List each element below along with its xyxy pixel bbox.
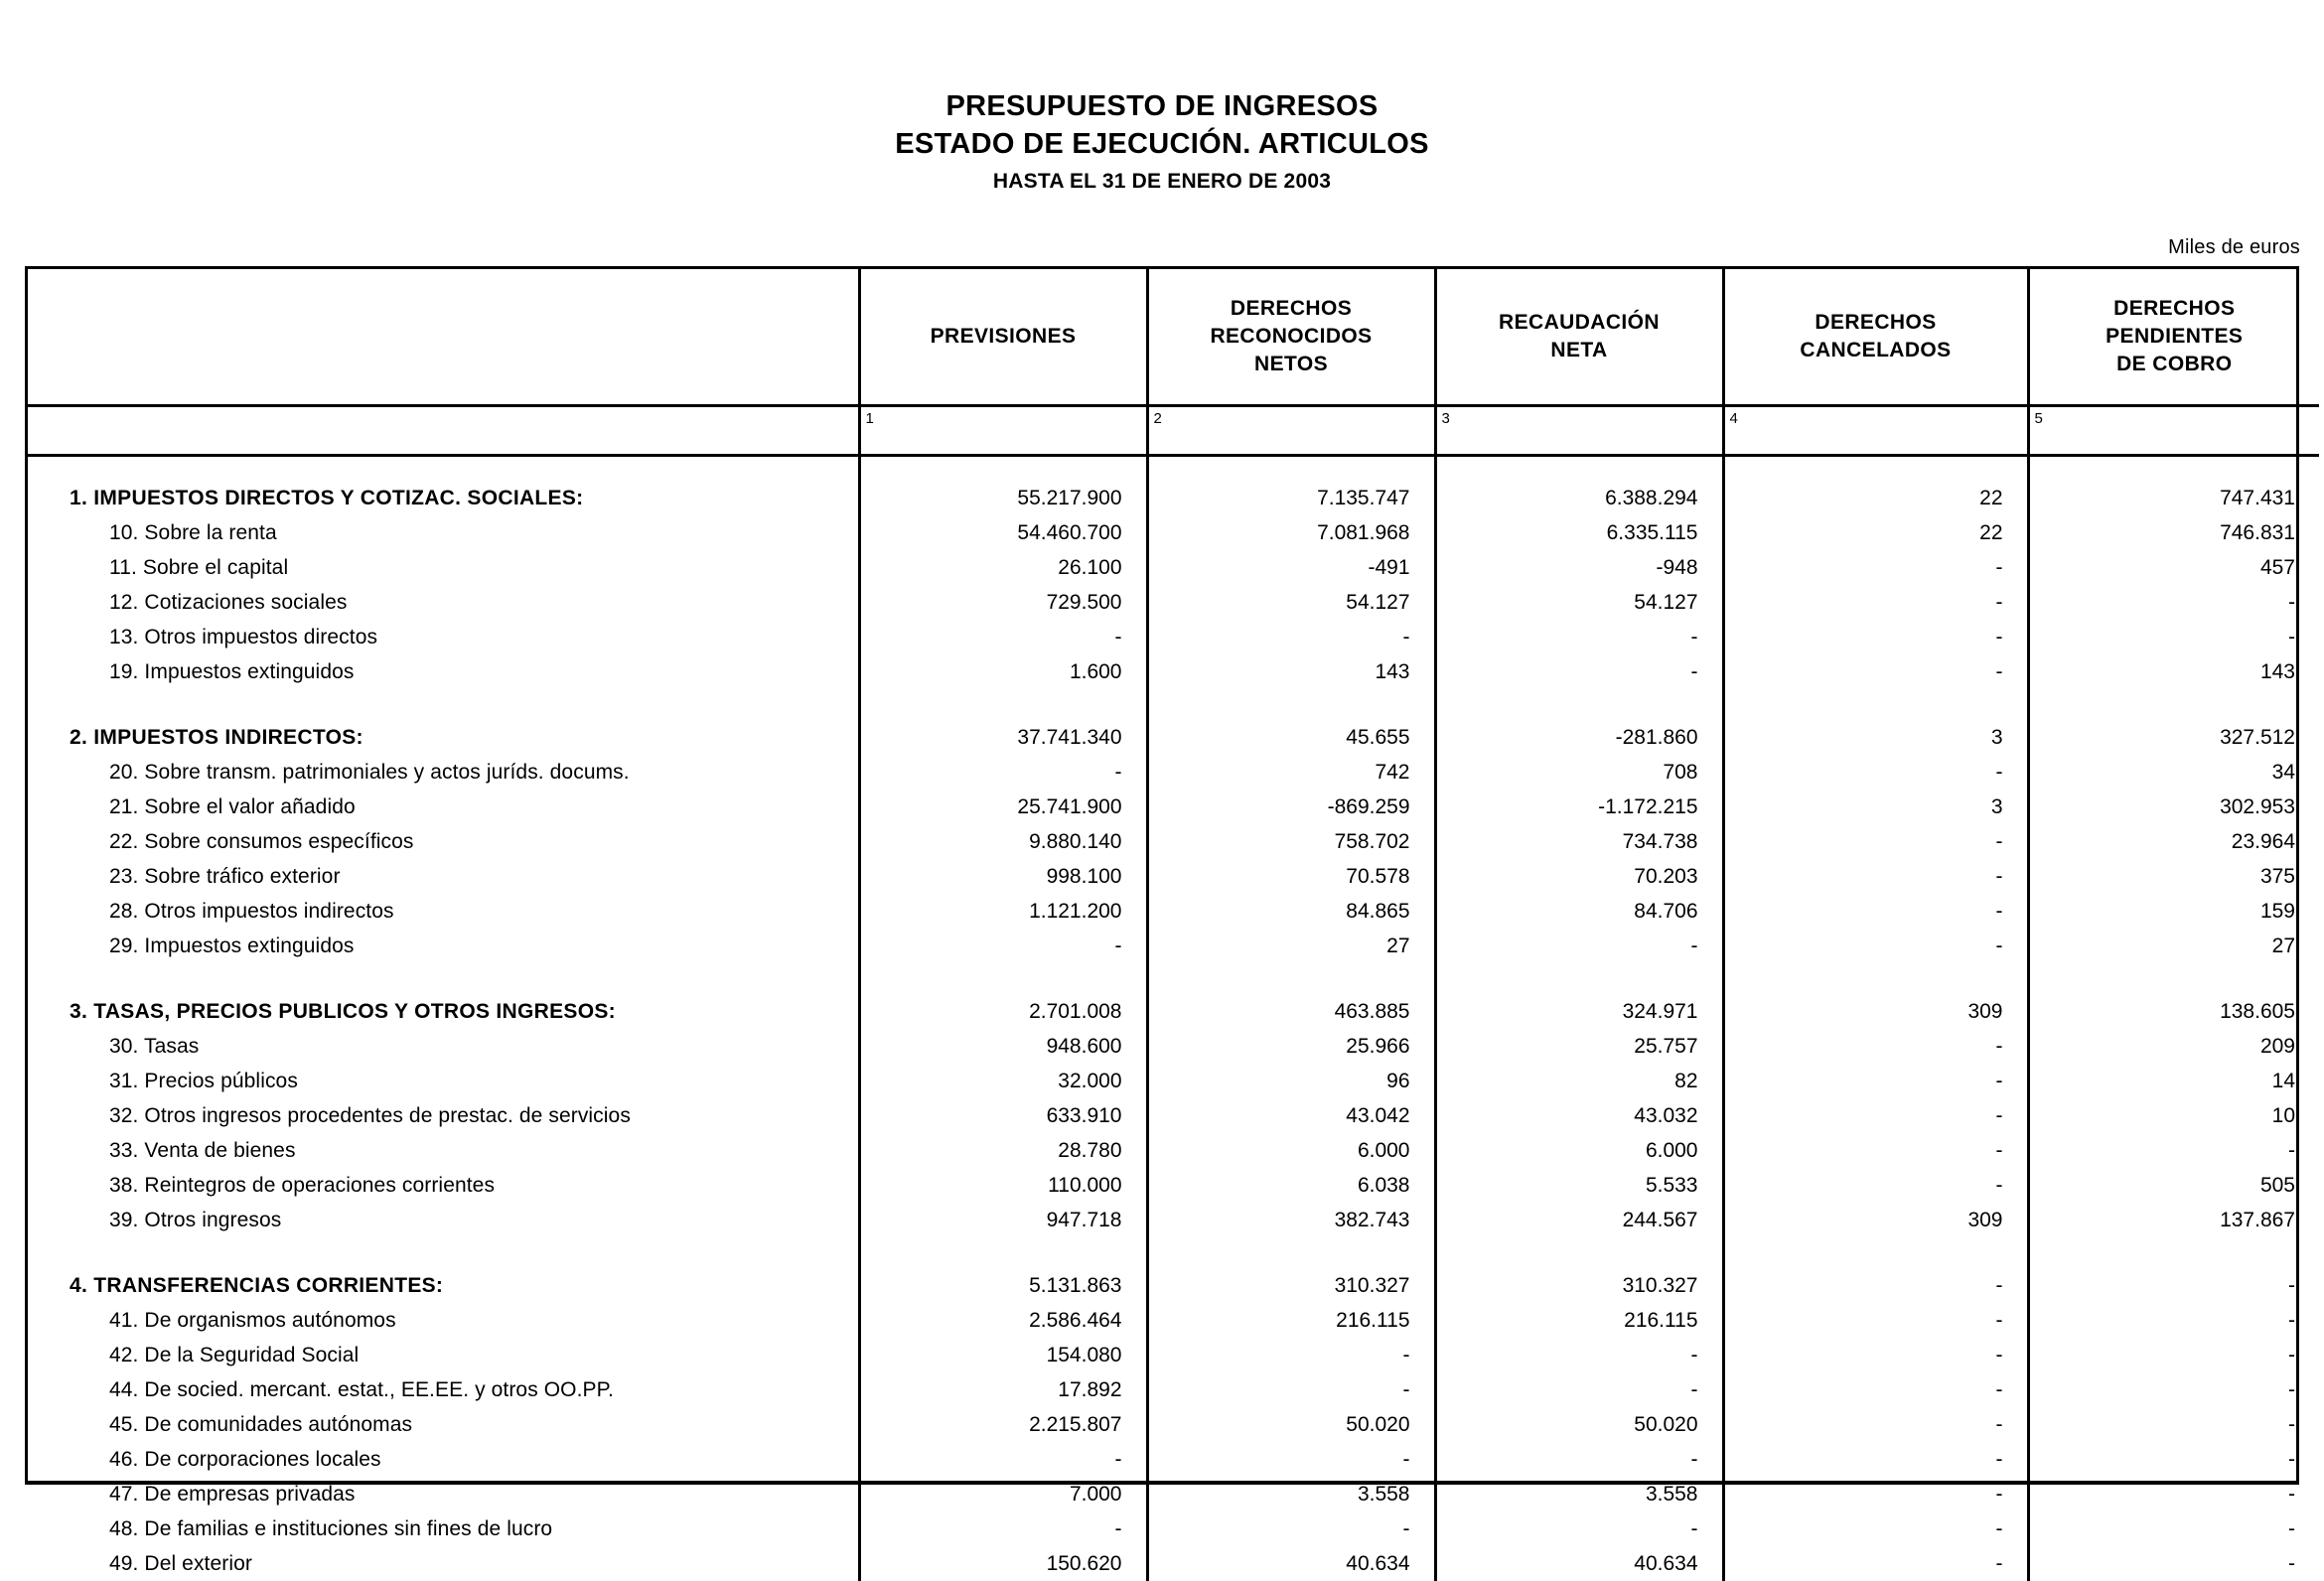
- cell-recaudacion_neta: 43.032: [1435, 1098, 1723, 1133]
- cell-derechos_cancelados: -: [1723, 1303, 2028, 1338]
- cell-derechos_cancelados: -: [1723, 755, 2028, 790]
- cell-previsiones: 5.131.863: [859, 1268, 1147, 1303]
- header-cell-5: [2028, 269, 2319, 405]
- header-label-line: DERECHOS: [1815, 310, 1937, 334]
- table-top-padding: [28, 455, 2319, 481]
- article-label: 44. De socied. mercant. estat., EE.EE. y otros OO.PP.: [109, 1377, 614, 1401]
- cell-derechos_cancelados: -: [1723, 1546, 2028, 1581]
- table-row: [28, 1442, 2319, 1477]
- article-label: 10. Sobre la renta: [109, 520, 277, 544]
- cell-derechos_cancelados: -: [1723, 929, 2028, 963]
- cell-derechos_cancelados: -: [1723, 550, 2028, 585]
- article-label: 29. Impuestos extinguidos: [109, 934, 355, 957]
- cell-previsiones: 948.600: [859, 1029, 1147, 1064]
- article-label: 31. Precios públicos: [109, 1069, 298, 1092]
- table-row: [28, 654, 2319, 689]
- cell-derechos_reconocidos_netos: 45.655: [1147, 720, 1435, 755]
- cell-derechos_pendientes_cobro: 143: [2028, 654, 2319, 689]
- table-row: [28, 1098, 2319, 1133]
- cell-derechos_reconocidos_netos: -: [1147, 1511, 1435, 1546]
- cell-derechos_reconocidos_netos: 6.038: [1147, 1168, 1435, 1203]
- cell-previsiones: -: [859, 620, 1147, 654]
- section-label: 3. TASAS, PRECIOS PUBLICOS Y OTROS INGRESOS:: [70, 999, 616, 1023]
- spacer-cell: [2028, 689, 2319, 720]
- page-period: HASTA EL 31 DE ENERO DE 2003: [992, 169, 1332, 193]
- cell-derechos_cancelados: 3: [1723, 720, 2028, 755]
- spacer-cell: [859, 455, 1147, 481]
- table-section-header-row: [28, 481, 2319, 515]
- column-number-blank: [28, 405, 859, 455]
- cell-derechos_pendientes_cobro: 747.431: [2028, 481, 2319, 515]
- article-label: 30. Tasas: [109, 1034, 200, 1058]
- cell-recaudacion_neta: 3.558: [1435, 1477, 1723, 1511]
- cell-previsiones: 54.460.700: [859, 515, 1147, 550]
- cell-derechos_pendientes_cobro: -: [2028, 1303, 2319, 1338]
- article-label: 41. De organismos autónomos: [109, 1308, 396, 1332]
- cell-recaudacion_neta: 324.971: [1435, 994, 1723, 1029]
- cell-derechos_pendientes_cobro: 327.512: [2028, 720, 2319, 755]
- cell-derechos_cancelados: -: [1723, 1029, 2028, 1064]
- article-label: 45. De comunidades autónomas: [109, 1412, 413, 1436]
- article-label: 21. Sobre el valor añadido: [109, 794, 356, 818]
- spacer-cell: [28, 455, 859, 481]
- article-label: 20. Sobre transm. patrimoniales y actos juríds. docums.: [109, 760, 630, 784]
- cell-derechos_reconocidos_netos: 7.135.747: [1147, 481, 1435, 515]
- cell-recaudacion_neta: -281.860: [1435, 720, 1723, 755]
- column-number-2: 2: [1147, 405, 1435, 455]
- cell-previsiones: 633.910: [859, 1098, 1147, 1133]
- cell-previsiones: 26.100: [859, 550, 1147, 585]
- table-section-header-row: [28, 720, 2319, 755]
- cell-derechos_cancelados: 22: [1723, 515, 2028, 550]
- spacer-cell: [1147, 963, 1435, 994]
- cell-derechos_cancelados: -: [1723, 1338, 2028, 1372]
- article-label: 42. De la Seguridad Social: [109, 1343, 360, 1366]
- cell-derechos_reconocidos_netos: -491: [1147, 550, 1435, 585]
- cell-derechos_reconocidos_netos: 70.578: [1147, 859, 1435, 894]
- cell-previsiones: 7.000: [859, 1477, 1147, 1511]
- spacer-cell: [1723, 455, 2028, 481]
- cell-derechos_pendientes_cobro: 14: [2028, 1064, 2319, 1098]
- header-cell-3: [1435, 269, 1723, 405]
- cell-recaudacion_neta: 216.115: [1435, 1303, 1723, 1338]
- cell-derechos_cancelados: 309: [1723, 1203, 2028, 1237]
- cell-previsiones: 55.217.900: [859, 481, 1147, 515]
- cell-derechos_pendientes_cobro: 457: [2028, 550, 2319, 585]
- spacer-cell: [1435, 689, 1723, 720]
- cell-derechos_reconocidos_netos: -: [1147, 620, 1435, 654]
- cell-previsiones: 32.000: [859, 1064, 1147, 1098]
- cell-previsiones: 28.780: [859, 1133, 1147, 1168]
- cell-derechos_cancelados: -: [1723, 654, 2028, 689]
- spacer-cell: [1723, 689, 2028, 720]
- cell-recaudacion_neta: 40.634: [1435, 1546, 1723, 1581]
- cell-previsiones: 9.880.140: [859, 824, 1147, 859]
- cell-derechos_reconocidos_netos: 27: [1147, 929, 1435, 963]
- table-row: [28, 585, 2319, 620]
- cell-derechos_pendientes_cobro: 302.953: [2028, 790, 2319, 824]
- table-row: [28, 620, 2319, 654]
- table-section-header-row: [28, 994, 2319, 1029]
- table-row: [28, 894, 2319, 929]
- spacer-cell: [1723, 963, 2028, 994]
- cell-previsiones: 25.741.900: [859, 790, 1147, 824]
- cell-derechos_reconocidos_netos: 25.966: [1147, 1029, 1435, 1064]
- column-number-row: [28, 405, 2319, 455]
- cell-derechos_reconocidos_netos: 40.634: [1147, 1546, 1435, 1581]
- article-label: 39. Otros ingresos: [109, 1208, 282, 1231]
- article-label: 48. De familias e instituciones sin fines de lucro: [109, 1516, 553, 1540]
- cell-recaudacion_neta: -: [1435, 929, 1723, 963]
- cell-derechos_pendientes_cobro: 34: [2028, 755, 2319, 790]
- spacer-cell: [28, 1237, 859, 1268]
- article-label: 33. Venta de bienes: [109, 1138, 296, 1162]
- spacer-cell: [859, 963, 1147, 994]
- cell-derechos_pendientes_cobro: 27: [2028, 929, 2319, 963]
- table-row: [28, 824, 2319, 859]
- article-label: 38. Reintegros de operaciones corrientes: [109, 1173, 496, 1197]
- cell-derechos_pendientes_cobro: 23.964: [2028, 824, 2319, 859]
- article-label: 49. Del exterior: [109, 1551, 252, 1575]
- table-header-row: [28, 269, 2319, 405]
- cell-derechos_reconocidos_netos: 84.865: [1147, 894, 1435, 929]
- table-row: [28, 1477, 2319, 1511]
- cell-previsiones: 150.620: [859, 1546, 1147, 1581]
- cell-derechos_cancelados: -: [1723, 1268, 2028, 1303]
- spacer-cell: [1147, 1237, 1435, 1268]
- cell-previsiones: 17.892: [859, 1372, 1147, 1407]
- header-cell-concept: [28, 269, 859, 405]
- cell-previsiones: 2.215.807: [859, 1407, 1147, 1442]
- cell-recaudacion_neta: -1.172.215: [1435, 790, 1723, 824]
- table-row: [28, 1203, 2319, 1237]
- cell-previsiones: 110.000: [859, 1168, 1147, 1203]
- cell-previsiones: 729.500: [859, 585, 1147, 620]
- spacer-cell: [28, 963, 859, 994]
- header-label-line: NETOS: [1254, 352, 1328, 375]
- cell-derechos_reconocidos_netos: 96: [1147, 1064, 1435, 1098]
- cell-derechos_pendientes_cobro: -: [2028, 1442, 2319, 1477]
- table-row: [28, 1511, 2319, 1546]
- article-label: 46. De corporaciones locales: [109, 1447, 381, 1471]
- cell-recaudacion_neta: 6.388.294: [1435, 481, 1723, 515]
- cell-recaudacion_neta: 734.738: [1435, 824, 1723, 859]
- article-label: 23. Sobre tráfico exterior: [109, 864, 341, 888]
- cell-derechos_cancelados: -: [1723, 620, 2028, 654]
- header-label-line: PENDIENTES: [2106, 324, 2244, 348]
- cell-derechos_pendientes_cobro: -: [2028, 1546, 2319, 1581]
- table-row: [28, 1133, 2319, 1168]
- column-number-5: 5: [2028, 405, 2319, 455]
- cell-recaudacion_neta: -: [1435, 1372, 1723, 1407]
- cell-derechos_cancelados: 22: [1723, 481, 2028, 515]
- section-spacer: [28, 689, 2319, 720]
- table-row: [28, 550, 2319, 585]
- table-row: [28, 755, 2319, 790]
- cell-recaudacion_neta: 50.020: [1435, 1407, 1723, 1442]
- cell-recaudacion_neta: -: [1435, 1338, 1723, 1372]
- article-label: 11. Sobre el capital: [109, 555, 289, 579]
- cell-previsiones: 1.121.200: [859, 894, 1147, 929]
- table-row: [28, 1338, 2319, 1372]
- cell-derechos_cancelados: -: [1723, 1168, 2028, 1203]
- cell-derechos_pendientes_cobro: -: [2028, 1407, 2319, 1442]
- cell-derechos_cancelados: -: [1723, 1372, 2028, 1407]
- page-subtitle: ESTADO DE EJECUCIÓN. ARTICULOS: [895, 128, 1429, 161]
- table-row: [28, 515, 2319, 550]
- cell-derechos_pendientes_cobro: 138.605: [2028, 994, 2319, 1029]
- column-number-1: 1: [859, 405, 1147, 455]
- header-label-line: RECONOCIDOS: [1210, 324, 1373, 348]
- spacer-cell: [859, 1237, 1147, 1268]
- header-label-line: CANCELADOS: [1800, 338, 1952, 361]
- cell-derechos_reconocidos_netos: -869.259: [1147, 790, 1435, 824]
- table-row: [28, 1168, 2319, 1203]
- cell-derechos_reconocidos_netos: 463.885: [1147, 994, 1435, 1029]
- section-label: 4. TRANSFERENCIAS CORRIENTES:: [70, 1273, 444, 1297]
- article-label: 22. Sobre consumos específicos: [109, 829, 414, 853]
- cell-derechos_pendientes_cobro: 746.831: [2028, 515, 2319, 550]
- cell-recaudacion_neta: 244.567: [1435, 1203, 1723, 1237]
- cell-recaudacion_neta: 70.203: [1435, 859, 1723, 894]
- cell-derechos_cancelados: -: [1723, 1442, 2028, 1477]
- article-label: 19. Impuestos extinguidos: [109, 659, 355, 683]
- cell-derechos_cancelados: -: [1723, 1133, 2028, 1168]
- spacer-cell: [1435, 1237, 1723, 1268]
- cell-previsiones: -: [859, 755, 1147, 790]
- header-label-line: PREVISIONES: [930, 324, 1077, 348]
- cell-derechos_pendientes_cobro: -: [2028, 1268, 2319, 1303]
- cell-derechos_reconocidos_netos: 143: [1147, 654, 1435, 689]
- cell-derechos_pendientes_cobro: -: [2028, 1133, 2319, 1168]
- column-number-3: 3: [1435, 405, 1723, 455]
- cell-derechos_reconocidos_netos: 6.000: [1147, 1133, 1435, 1168]
- cell-previsiones: -: [859, 929, 1147, 963]
- cell-derechos_pendientes_cobro: -: [2028, 1511, 2319, 1546]
- cell-derechos_reconocidos_netos: 382.743: [1147, 1203, 1435, 1237]
- cell-previsiones: -: [859, 1511, 1147, 1546]
- table-row: [28, 790, 2319, 824]
- article-label: 47. De empresas privadas: [109, 1482, 356, 1506]
- table: [28, 269, 2319, 1581]
- cell-derechos_reconocidos_netos: -: [1147, 1338, 1435, 1372]
- cell-previsiones: 154.080: [859, 1338, 1147, 1372]
- spacer-cell: [1147, 455, 1435, 481]
- table-row: [28, 1546, 2319, 1581]
- cell-previsiones: -: [859, 1442, 1147, 1477]
- cell-derechos_pendientes_cobro: 10: [2028, 1098, 2319, 1133]
- cell-derechos_cancelados: -: [1723, 1407, 2028, 1442]
- article-label: 28. Otros impuestos indirectos: [109, 899, 394, 923]
- cell-derechos_pendientes_cobro: -: [2028, 1372, 2319, 1407]
- document-title-block: [0, 87, 2324, 197]
- table-row: [28, 1372, 2319, 1407]
- header-cell-2: [1147, 269, 1435, 405]
- header-label-line: DERECHOS: [1230, 296, 1353, 320]
- cell-recaudacion_neta: -948: [1435, 550, 1723, 585]
- cell-derechos_pendientes_cobro: -: [2028, 585, 2319, 620]
- cell-recaudacion_neta: 6.335.115: [1435, 515, 1723, 550]
- cell-derechos_reconocidos_netos: 3.558: [1147, 1477, 1435, 1511]
- article-label: 32. Otros ingresos procedentes de prestac. de servicios: [109, 1103, 631, 1127]
- cell-derechos_cancelados: 309: [1723, 994, 2028, 1029]
- spacer-cell: [1435, 455, 1723, 481]
- table-row: [28, 1303, 2319, 1338]
- spacer-cell: [2028, 1237, 2319, 1268]
- cell-derechos_pendientes_cobro: -: [2028, 1477, 2319, 1511]
- header-cell-4: [1723, 269, 2028, 405]
- cell-recaudacion_neta: -: [1435, 1442, 1723, 1477]
- cell-derechos_reconocidos_netos: 310.327: [1147, 1268, 1435, 1303]
- header-label-line: RECAUDACIÓN: [1499, 310, 1660, 334]
- cell-recaudacion_neta: 84.706: [1435, 894, 1723, 929]
- cell-recaudacion_neta: -: [1435, 620, 1723, 654]
- cell-derechos_pendientes_cobro: 209: [2028, 1029, 2319, 1064]
- header-cell-1: [859, 269, 1147, 405]
- budget-execution-table: [25, 266, 2299, 1575]
- cell-derechos_pendientes_cobro: 159: [2028, 894, 2319, 929]
- cell-recaudacion_neta: -: [1435, 1511, 1723, 1546]
- cell-derechos_reconocidos_netos: 742: [1147, 755, 1435, 790]
- cell-derechos_pendientes_cobro: -: [2028, 1338, 2319, 1372]
- cell-derechos_cancelados: -: [1723, 1064, 2028, 1098]
- table-row: [28, 929, 2319, 963]
- spacer-cell: [2028, 963, 2319, 994]
- cell-derechos_pendientes_cobro: 505: [2028, 1168, 2319, 1203]
- cell-recaudacion_neta: 54.127: [1435, 585, 1723, 620]
- column-number-4: 4: [1723, 405, 2028, 455]
- cell-derechos_cancelados: -: [1723, 859, 2028, 894]
- table-section-header-row: [28, 1268, 2319, 1303]
- header-label-line: NETA: [1550, 338, 1608, 361]
- cell-derechos_cancelados: -: [1723, 824, 2028, 859]
- spacer-cell: [859, 689, 1147, 720]
- cell-derechos_pendientes_cobro: 375: [2028, 859, 2319, 894]
- cell-derechos_reconocidos_netos: -: [1147, 1372, 1435, 1407]
- cell-recaudacion_neta: -: [1435, 654, 1723, 689]
- spacer-cell: [28, 689, 859, 720]
- section-spacer: [28, 963, 2319, 994]
- cell-derechos_reconocidos_netos: 43.042: [1147, 1098, 1435, 1133]
- spacer-cell: [1147, 689, 1435, 720]
- cell-derechos_reconocidos_netos: 54.127: [1147, 585, 1435, 620]
- section-spacer: [28, 1237, 2319, 1268]
- cell-derechos_cancelados: -: [1723, 1511, 2028, 1546]
- cell-derechos_pendientes_cobro: -: [2028, 620, 2319, 654]
- table-row: [28, 1029, 2319, 1064]
- table-row: [28, 1407, 2319, 1442]
- article-label: 13. Otros impuestos directos: [109, 625, 378, 648]
- cell-previsiones: 2.586.464: [859, 1303, 1147, 1338]
- cell-derechos_cancelados: 3: [1723, 790, 2028, 824]
- cell-recaudacion_neta: 708: [1435, 755, 1723, 790]
- cell-previsiones: 2.701.008: [859, 994, 1147, 1029]
- spacer-cell: [2028, 455, 2319, 481]
- cell-derechos_reconocidos_netos: -: [1147, 1442, 1435, 1477]
- cell-derechos_cancelados: -: [1723, 894, 2028, 929]
- cell-recaudacion_neta: 6.000: [1435, 1133, 1723, 1168]
- page-title: PRESUPUESTO DE INGRESOS: [945, 90, 1379, 122]
- cell-derechos_cancelados: -: [1723, 1098, 2028, 1133]
- spacer-cell: [1723, 1237, 2028, 1268]
- cell-recaudacion_neta: 310.327: [1435, 1268, 1723, 1303]
- cell-derechos_reconocidos_netos: 216.115: [1147, 1303, 1435, 1338]
- cell-recaudacion_neta: 5.533: [1435, 1168, 1723, 1203]
- header-label-line: DE COBRO: [2116, 352, 2233, 375]
- section-label: 2. IMPUESTOS INDIRECTOS:: [70, 725, 363, 749]
- cell-derechos_pendientes_cobro: 137.867: [2028, 1203, 2319, 1237]
- cell-previsiones: 998.100: [859, 859, 1147, 894]
- table-row: [28, 1064, 2319, 1098]
- units-note: Miles de euros: [2168, 236, 2300, 258]
- cell-previsiones: 37.741.340: [859, 720, 1147, 755]
- cell-previsiones: 947.718: [859, 1203, 1147, 1237]
- cell-recaudacion_neta: 82: [1435, 1064, 1723, 1098]
- header-label-line: DERECHOS: [2113, 296, 2236, 320]
- cell-previsiones: 1.600: [859, 654, 1147, 689]
- cell-recaudacion_neta: 25.757: [1435, 1029, 1723, 1064]
- spacer-cell: [1435, 963, 1723, 994]
- cell-derechos_cancelados: -: [1723, 585, 2028, 620]
- section-label: 1. IMPUESTOS DIRECTOS Y COTIZAC. SOCIALES:: [70, 486, 584, 509]
- cell-derechos_reconocidos_netos: 758.702: [1147, 824, 1435, 859]
- article-label: 12. Cotizaciones sociales: [109, 590, 348, 614]
- cell-derechos_reconocidos_netos: 7.081.968: [1147, 515, 1435, 550]
- table-row: [28, 859, 2319, 894]
- cell-derechos_cancelados: -: [1723, 1477, 2028, 1511]
- cell-derechos_reconocidos_netos: 50.020: [1147, 1407, 1435, 1442]
